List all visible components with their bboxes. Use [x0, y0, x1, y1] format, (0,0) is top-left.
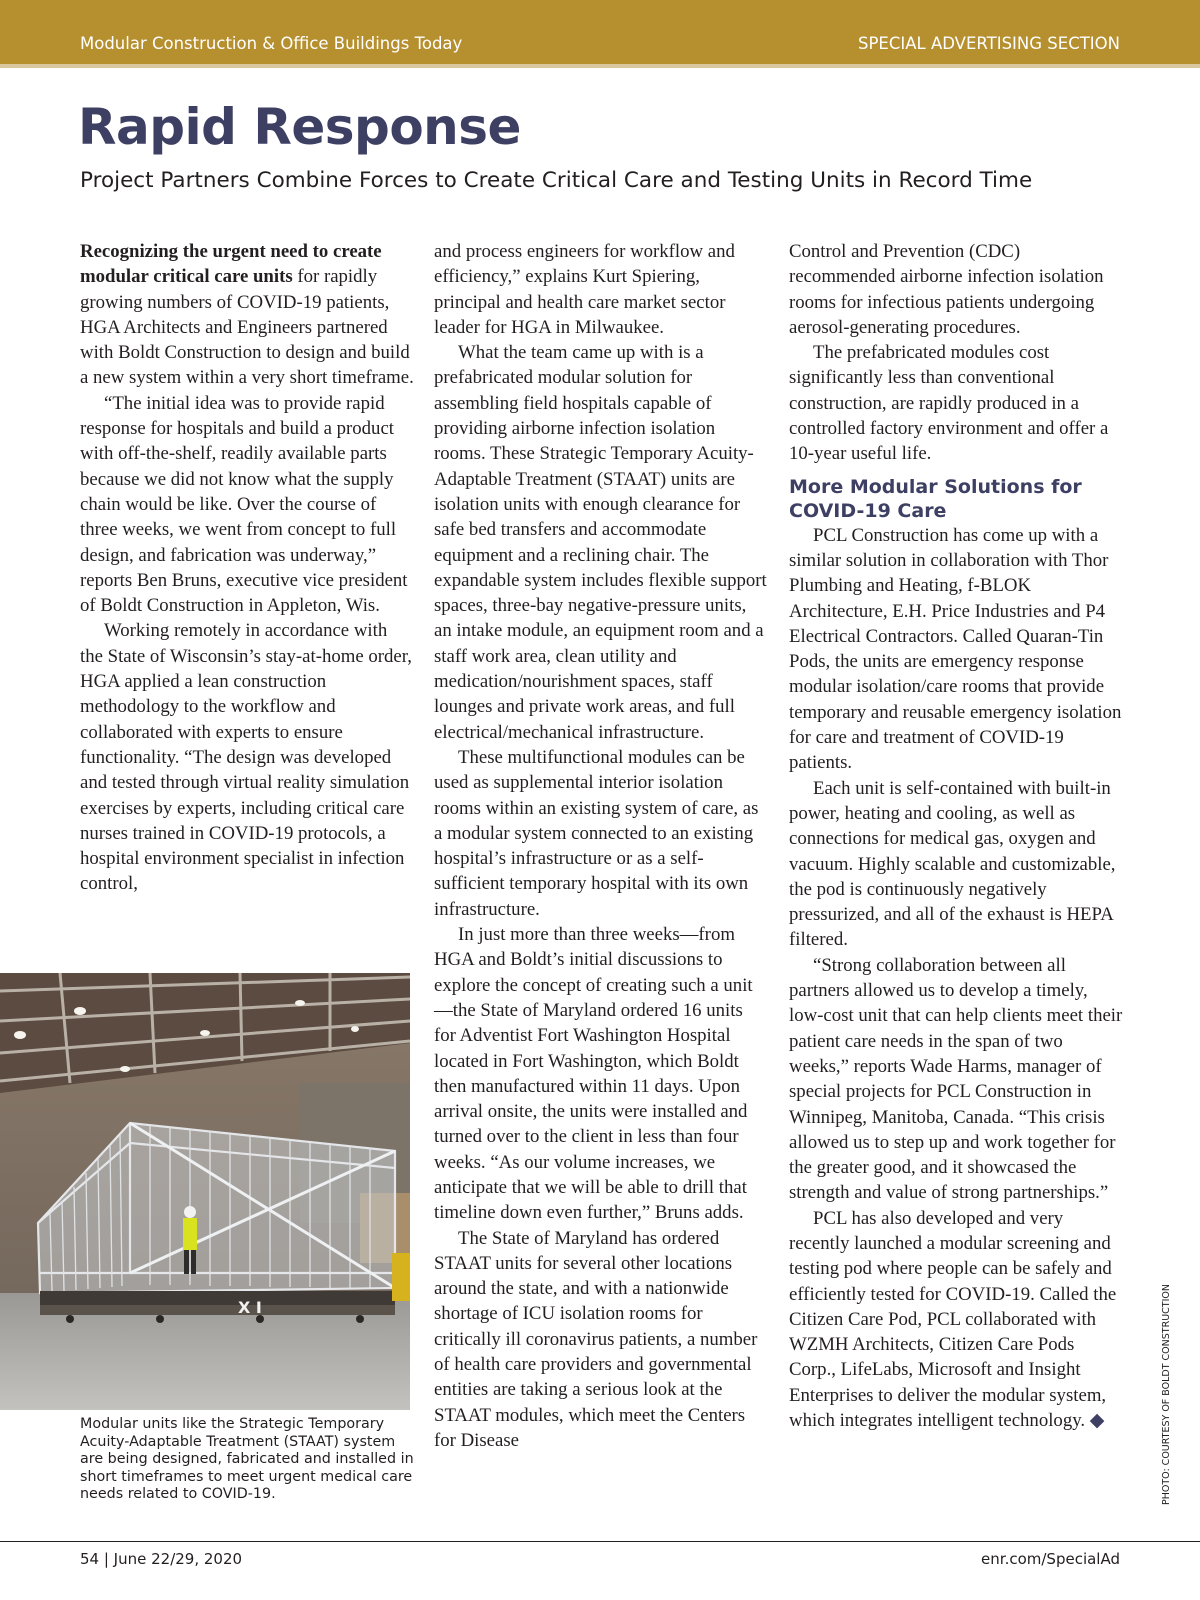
construction-photo — [0, 973, 410, 1410]
article-subtitle: Project Partners Combine Forces to Create Critical Care and Testing Units in Record Time — [80, 168, 1033, 193]
article-column-2 — [434, 239, 768, 1453]
end-mark-icon: ◆ — [1089, 1410, 1105, 1432]
body-paragraph: Control and Prevention (CDC) recommended airborne infection isolation rooms for infectious patients undergoing aerosol-generating procedures. — [789, 241, 1104, 338]
module-marking: X I — [238, 1298, 262, 1317]
body-paragraph: These multifunctional modules can be used as supplemental interior isolation rooms within an existing system of care, as a modular system connected to an existing hospital’s infrastructure or as a self-sufficient temporary hospital with its own infrastructure. — [434, 746, 759, 920]
closing-text: PCL has also developed and very recently launched a modular screening and testing pod where people can be safely and efficiently tested for COVID-19. Called the Citizen Care Pod, PCL collaborated with WZMH Architects, Citizen Care Pods Corp., LifeLabs, Microsoft and Insight Enterprises to deliver the modular system, which integrates intelligent technology. — [789, 1207, 1117, 1432]
section-label: SPECIAL ADVERTISING SECTION — [858, 34, 1120, 53]
body-paragraph: The prefabricated modules cost significantly less than conventional construction, are rapidly produced in a controlled factory environment and offer a 10-year useful life. — [789, 342, 1109, 465]
article-column-3 — [789, 239, 1123, 1433]
body-paragraph: In just more than three weeks—from HGA and Boldt’s initial discussions to explore the concept of creating such a unit—the State of Maryland ordered 16 units for Adventist Fort Washington Hospital located in Fort Washington, which Boldt then manufactured within 11 days. Upon arrival onsite, the units were installed and turned over to the client in less than four weeks. “As our volume increases, we anticipate that we will be able to drill that timeline down even further,” Bruns adds. — [434, 924, 753, 1224]
lead-in-bold: Recognizing the urgent need to create modular critical care units — [80, 241, 382, 288]
footer-url: enr.com/SpecialAd — [981, 1550, 1120, 1568]
body-paragraph: Working remotely in accordance with the State of Wisconsin’s stay-at-home order, HGA applied a lean construction methodology to the workflow and collaborated with experts to ensure functionality. “The design was developed and tested through virtual reality simulation exercises by experts, including critical care nurses trained in COVID-19 protocols, a hospital environment specialist in infection control, — [80, 620, 412, 895]
section-heading: More Modular Solutions for COVID-19 Care — [789, 475, 1082, 522]
body-paragraph: Each unit is self-contained with built-in power, heating and cooling, as well as connections for medical gas, oxygen and vacuum. Highly scalable and customizable, the pod is continuously negatively pressurized, and all of the exhaust is HEPA filtered. — [789, 777, 1116, 951]
page-number-date: 54 | June 22/29, 2020 — [80, 1550, 243, 1568]
photo-caption: Modular units like the Strategic Temporary Acuity-Adaptable Treatment (STAAT) system are being designed, fabricated and installed in short timeframes to meet urgent medical care needs related to COVID-19. — [80, 1416, 414, 1503]
footer-divider — [0, 1541, 1200, 1542]
article-column-1 — [80, 239, 414, 897]
photo-credit: PHOTO: COURTESY OF BOLDT CONSTRUCTION — [1161, 1284, 1172, 1505]
body-paragraph: “Strong collaboration between all partners allowed us to develop a timely, low-cost unit that can help clients meet their patient care needs in the span of two weeks,” reports Wade Harms, manager of special projects for PCL Construction in Winnipeg, Manitoba, Canada. “This crisis allowed us to step up and work together for the greater good, and it showcased the strength and value of strong partnerships.” — [789, 954, 1123, 1204]
lead-in-text: for rapidly growing numbers of COVID-19 patients, HGA Architects and Engineers partnered with Boldt Construction to design and build a new system within a very short timeframe. — [80, 266, 414, 389]
header-bar — [0, 0, 1200, 64]
body-paragraph: What the team came up with is a prefabricated modular solution for assembling field hospitals capable of providing airborne infection isolation rooms. These Strategic Temporary Acuity-Adaptable Treatment (STAAT) units are isolation units with enough clearance for safe bed transfers and accommodate equipment and a reclining chair. The expandable system includes flexible support spaces, three-bay negative-pressure units, an intake module, an equipment room and a staff work area, clean utility and medication/nourishment spaces, staff lounges and private work areas, and full electrical/mechanical infrastructure. — [434, 342, 767, 743]
article-title: Rapid Response — [78, 98, 521, 156]
body-paragraph — [789, 1206, 1123, 1434]
body-paragraph: and process engineers for workflow and efficiency,” explains Kurt Spiering, principal and health care market sector leader for HGA in Milwaukee. — [434, 241, 735, 338]
publication-name: Modular Construction & Office Buildings Today — [80, 34, 463, 53]
body-paragraph: PCL Construction has come up with a similar solution in collaboration with Thor Plumbing and Heating, f-BLOK Architecture, E.H. Price Industries and P4 Electrical Contractors. Called Quaran-Tin Pods, the units are emergency response modular isolation/care rooms that provide temporary and reusable emergency isolation for care and treatment of COVID-19 patients. — [789, 524, 1122, 774]
body-paragraph: “The initial idea was to provide rapid response for hospitals and build a product with off-the-shelf, readily available parts because we did not know what the supply chain would be like. Over the course of three weeks, we went from concept to full design, and fabrication was underway,” reports Ben Bruns, executive vice president of Boldt Construction in Appleton, Wis. — [80, 392, 408, 617]
body-paragraph: The State of Maryland has ordered STAAT units for several other locations around the state, and with a nationwide shortage of ICU isolation rooms for critically ill coronavirus patients, a number of health care providers and governmental entities are taking a serious look at the STAAT modules, which meet the Centers for Disease — [434, 1227, 758, 1451]
header-divider — [0, 64, 1200, 68]
lead-paragraph — [80, 239, 414, 391]
